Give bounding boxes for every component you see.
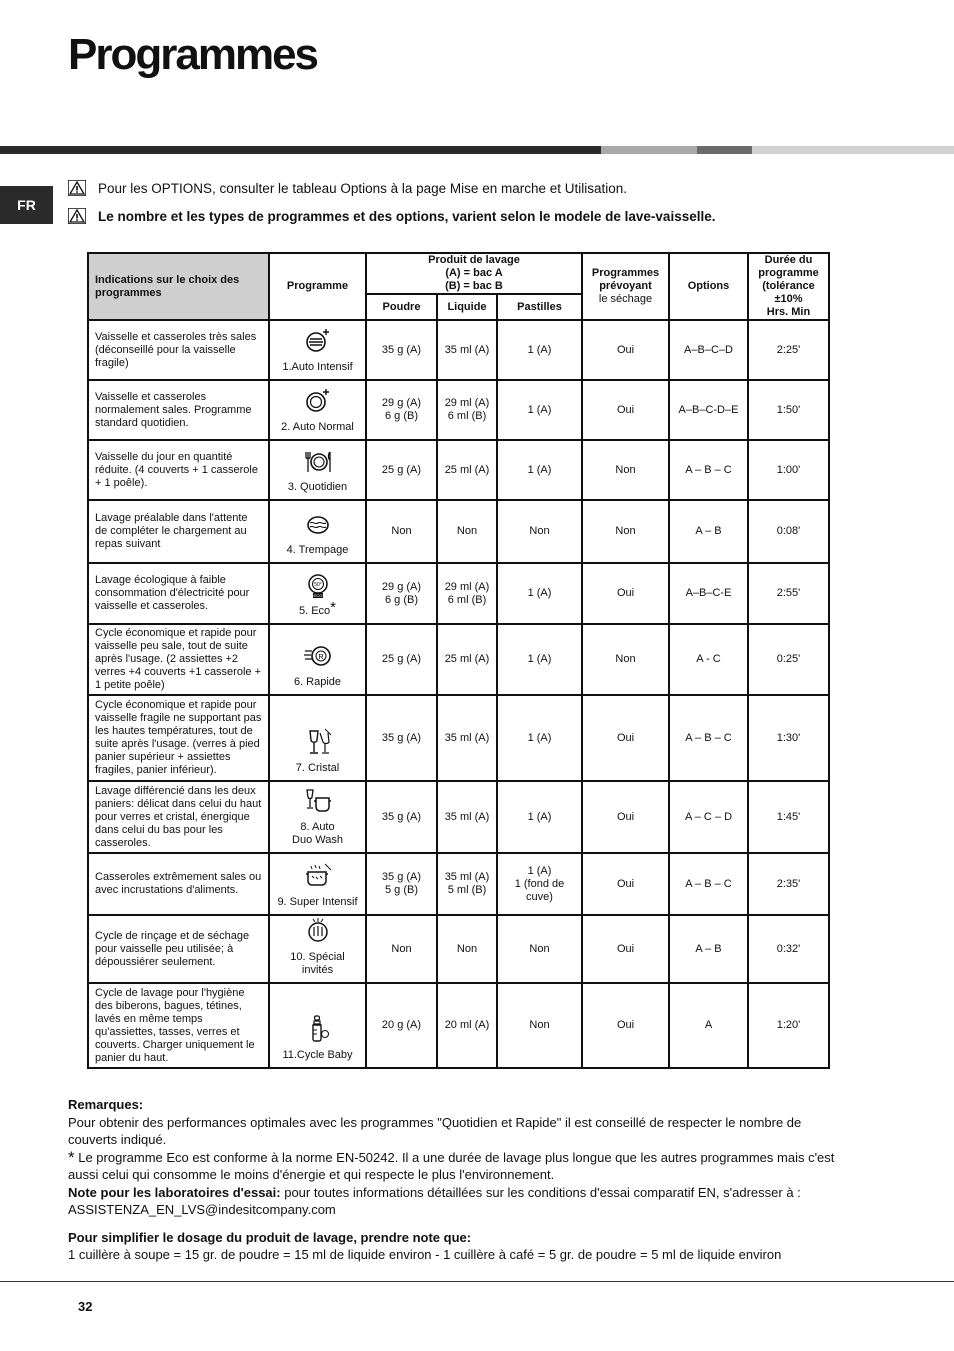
sechage-cell: Oui [582, 915, 669, 983]
pastilles-cell: Non [497, 915, 582, 983]
header-rule-dark [0, 146, 601, 154]
liquide-cell [437, 853, 497, 915]
pastilles-cell: Non [497, 983, 582, 1068]
eco-star: * [330, 599, 337, 616]
duree-cell: 2:55' [748, 563, 829, 624]
pastilles-cell: 1 (A) [497, 624, 582, 695]
duree-cell: 0:32' [748, 915, 829, 983]
duree-cell: 1:20' [748, 983, 829, 1068]
programme-cell [269, 500, 366, 563]
header-pastilles: Pastilles [497, 294, 582, 320]
programme-cell [269, 380, 366, 440]
programme-name-2: invités [301, 964, 334, 976]
row-description: Lavage préalable dans l'attente de compléter le chargement au repas suivant [88, 500, 269, 563]
eco-icon-temp: 50° [313, 582, 322, 588]
header-duree-l2: programme [758, 267, 819, 279]
notice-text: Le nombre et les types de programmes et des options, varient selon le modele de lave-vaisselle. [98, 208, 716, 224]
programme-cell [269, 563, 366, 624]
sechage-cell: Oui [582, 781, 669, 853]
liquide-cell: 35 ml (A) [437, 781, 497, 853]
poudre-cell: 25 g (A) [366, 624, 437, 695]
sechage-cell: Oui [582, 320, 669, 380]
options-cell: A–B–C-D–E [669, 380, 748, 440]
header-liquide: Liquide [437, 294, 497, 320]
header-sechage [582, 253, 669, 320]
header-rule-mid [697, 146, 752, 154]
pastilles-cell: 1 (A) [497, 380, 582, 440]
poudre-b: 6 g (B) [384, 410, 418, 422]
pastilles-cell: 1 (A) [497, 440, 582, 500]
options-cell: A–B–C-E [669, 563, 748, 624]
sechage-cell: Oui [582, 563, 669, 624]
programme-name: 4. Trempage [286, 544, 349, 556]
eco-note-star: * [68, 1147, 75, 1167]
header-poudre: Poudre [366, 294, 437, 320]
poudre-b: 5 g (B) [384, 884, 418, 896]
table-row [88, 380, 829, 440]
header-produit-l1: Produit de lavage [428, 254, 520, 266]
duo-wash-icon [303, 786, 333, 816]
header-duree-l3: (tolérance [762, 280, 815, 292]
duree-cell: 0:08' [748, 500, 829, 563]
lab-label: Note pour les laboratoires d'essai: [68, 1184, 281, 1200]
poudre-cell: 25 g (A) [366, 440, 437, 500]
pastilles-b: 1 (fond de [514, 877, 565, 890]
programme-name: 5. Eco [298, 605, 331, 617]
cristal-icon [303, 727, 333, 757]
duree-cell: 1:50' [748, 380, 829, 440]
programme-name: 2. Auto Normal [281, 421, 354, 433]
pastilles-c: cuve) [526, 890, 553, 903]
pastilles-cell: 1 (A) [497, 320, 582, 380]
cycle-baby-icon [303, 1014, 333, 1044]
table-row [88, 320, 829, 380]
options-cell: A – B [669, 500, 748, 563]
row-description: Casseroles extrêmement sales ou avec incrustations d'aliments. [88, 853, 269, 915]
remarks-p2-text: Le programme Eco est conforme à la norme EN-50242. Il a une durée de lavage plus longue que les autres programmes mais c'est aussi celui qui consomme le moins d'énergie et qui respecte le plus l'environnement. [68, 1149, 835, 1182]
svg-text:R: R [317, 654, 324, 661]
header-produit-l2: (A) = bac A [445, 267, 503, 279]
liquide-a: 29 ml (A) [444, 580, 490, 593]
programme-name: 7. Cristal [295, 762, 340, 774]
liquide-cell: Non [437, 915, 497, 983]
sechage-cell: Oui [582, 695, 669, 781]
pastilles-cell: 1 (A) [497, 695, 582, 781]
poudre-a: 29 g (A) [381, 580, 422, 593]
poudre-b: 6 g (B) [384, 593, 418, 606]
row-description: Lavage écologique à faible consommation d'électricité pour vaisselle et casseroles. [88, 563, 269, 624]
page-number: 32 [78, 1299, 93, 1314]
table-row [88, 983, 829, 1068]
poudre-cell [366, 563, 437, 624]
liquide-cell: 20 ml (A) [437, 983, 497, 1068]
eco-icon [303, 570, 333, 600]
table-row [88, 915, 829, 983]
row-description: Vaisselle du jour en quantité réduite. (4 couverts + 1 casserole + 1 poêle). [88, 440, 269, 500]
header-duree-l1: Durée du [764, 254, 813, 266]
table-row [88, 500, 829, 563]
poudre-cell: 20 g (A) [366, 983, 437, 1068]
options-cell: A–B–C–D [669, 320, 748, 380]
row-description: Vaisselle et casseroles très sales (déconseillé pour la vaisselle fragile) [88, 320, 269, 380]
liquide-b: 6 ml (B) [447, 410, 487, 422]
header-duree [748, 253, 829, 320]
remarks-section [68, 1096, 843, 1264]
programmes-table [87, 252, 830, 1069]
duree-cell: 1:45' [748, 781, 829, 853]
duree-cell: 0:25' [748, 624, 829, 695]
liquide-cell [437, 380, 497, 440]
row-description: Lavage différencié dans les deux paniers: délicat dans celui du haut pour verres et cristal, énergique dans celui du bas pour les casseroles. [88, 781, 269, 853]
auto-normal-icon [303, 386, 333, 416]
programme-name-2: Duo Wash [292, 834, 343, 846]
poudre-cell [366, 853, 437, 915]
table-row [88, 440, 829, 500]
programme-cell [269, 624, 366, 695]
poudre-cell [366, 380, 437, 440]
programme-name: 8. Auto [300, 821, 335, 833]
programme-name: 9. Super Intensif [277, 896, 358, 908]
programme-cell [269, 320, 366, 380]
programme-name: 3. Quotidien [287, 481, 348, 493]
header-sechage-l1: Programmes [591, 267, 660, 279]
notice-models [68, 208, 715, 224]
header-produit [366, 253, 582, 294]
header-rule-pale [752, 146, 954, 154]
options-cell: A – B [669, 915, 748, 983]
header-duree-l4: ±10% [774, 293, 803, 305]
poudre-cell: Non [366, 500, 437, 563]
sechage-cell: Non [582, 500, 669, 563]
programme-name: 10. Spécial [290, 951, 345, 963]
poudre-a: 35 g (A) [381, 871, 422, 883]
sechage-cell: Oui [582, 380, 669, 440]
remarks-p2 [68, 1149, 843, 1184]
duree-cell: 1:30' [748, 695, 829, 781]
liquide-cell [437, 563, 497, 624]
dosage-title: Pour simplifier le dosage du produit de lavage, prendre note que: [68, 1229, 472, 1245]
row-description: Cycle de rinçage et de séchage pour vaisselle peu utilisée; à dépoussiérer seulement. [88, 915, 269, 983]
sechage-cell: Oui [582, 983, 669, 1068]
pastilles-cell: 1 (A) [497, 781, 582, 853]
svg-text:ECO: ECO [313, 593, 322, 598]
liquide-cell: Non [437, 500, 497, 563]
poudre-cell: 35 g (A) [366, 781, 437, 853]
table-row [88, 853, 829, 915]
row-description: Cycle de lavage pour l'hygiène des biberons, bagues, tétines, lavés en même temps qu'assiettes, tasses, verres et couverts. Charger uniquement le panier du haut. [88, 983, 269, 1068]
header-programme: Programme [269, 253, 366, 320]
options-cell: A – B – C [669, 853, 748, 915]
liquide-cell: 35 ml (A) [437, 695, 497, 781]
warning-icon [68, 208, 86, 224]
auto-intensif-icon [303, 326, 333, 356]
programme-cell [269, 915, 366, 983]
duree-cell: 1:00' [748, 440, 829, 500]
liquide-b: 5 ml (B) [447, 884, 487, 896]
liquide-b: 6 ml (B) [447, 593, 487, 606]
options-cell: A – C – D [669, 781, 748, 853]
row-description: Cycle économique et rapide pour vaisselle peu sale, tout de suite après l'usage. (2 assiettes +2 verres +4 couverts +1 casserole + 1 petite poêle) [88, 624, 269, 695]
pastilles-cell [497, 853, 582, 915]
footer-rule [0, 1281, 954, 1282]
liquide-cell: 25 ml (A) [437, 440, 497, 500]
header-options: Options [669, 253, 748, 320]
pastilles-cell: 1 (A) [497, 563, 582, 624]
row-description: Vaisselle et casseroles normalement sales. Programme standard quotidien. [88, 380, 269, 440]
programme-name: 1.Auto Intensif [282, 361, 353, 373]
options-cell: A - C [669, 624, 748, 695]
poudre-a: 29 g (A) [381, 397, 422, 409]
header-sechage-l2: prévoyant [599, 280, 652, 292]
liquide-cell: 25 ml (A) [437, 624, 497, 695]
liquide-a: 35 ml (A) [444, 871, 490, 883]
programme-cell [269, 440, 366, 500]
sechage-cell: Non [582, 440, 669, 500]
table-row [88, 624, 829, 695]
header-duree-l5: Hrs. Min [766, 306, 811, 318]
pastilles-a: 1 (A) [527, 864, 552, 877]
header-rule-light [601, 146, 697, 154]
page-title: Programmes [68, 30, 318, 79]
liquide-a: 29 ml (A) [444, 397, 490, 409]
quotidien-icon [303, 446, 333, 476]
lab-text: pour toutes informations détaillées sur les conditions d'essai comparatif EN, s'adresser à : ASSISTENZA_EN_LVS@indesitcompany.com [68, 1184, 801, 1217]
programme-name: 11.Cycle Baby [282, 1049, 353, 1061]
programme-cell [269, 983, 366, 1068]
special-invites-icon [303, 916, 333, 946]
options-cell: A [669, 983, 748, 1068]
language-tab: FR [0, 186, 53, 224]
header-hint: Indications sur le choix des programmes [88, 253, 269, 320]
sechage-cell: Non [582, 624, 669, 695]
super-intensif-icon [303, 861, 333, 891]
notice-text: Pour les OPTIONS, consulter le tableau Options à la page Mise en marche et Utilisation. [98, 180, 628, 196]
programme-cell [269, 853, 366, 915]
duree-cell: 2:25' [748, 320, 829, 380]
table-row [88, 781, 829, 853]
dosage-text: 1 cuillère à soupe = 15 gr. de poudre = 15 ml de liquide environ - 1 cuillère à café = 5 gr. de poudre = 5 ml de liquide environ [68, 1247, 782, 1262]
notice-options [68, 180, 627, 196]
options-cell: A – B – C [669, 695, 748, 781]
header-produit-l3: (B) = bac B [445, 280, 503, 292]
trempage-icon [303, 509, 333, 539]
programme-cell [269, 781, 366, 853]
remarks-lab [68, 1184, 843, 1219]
row-description: Cycle économique et rapide pour vaisselle fragile ne supportant pas les hautes températures, tout de suite après l'usage. (verres à pied panier supérieur + assiettes fragiles, panier inférieur). [88, 695, 269, 781]
remarks-p1: Pour obtenir des performances optimales avec les programmes "Quotidien et Rapide" il est conseillé de respecter le nombre de couverts indiqué. [68, 1114, 802, 1147]
poudre-cell: Non [366, 915, 437, 983]
programme-cell [269, 695, 366, 781]
table-row [88, 695, 829, 781]
programme-name: 6. Rapide [293, 676, 342, 688]
poudre-cell: 35 g (A) [366, 320, 437, 380]
table-row [88, 563, 829, 624]
sechage-cell: Oui [582, 853, 669, 915]
remarks-title: Remarques: [68, 1097, 144, 1112]
header-sechage-l3: le séchage [598, 293, 653, 305]
duree-cell: 2:35' [748, 853, 829, 915]
poudre-cell: 35 g (A) [366, 695, 437, 781]
liquide-cell: 35 ml (A) [437, 320, 497, 380]
pastilles-cell: Non [497, 500, 582, 563]
rapide-icon [303, 641, 333, 671]
options-cell: A – B – C [669, 440, 748, 500]
warning-icon [68, 180, 86, 196]
